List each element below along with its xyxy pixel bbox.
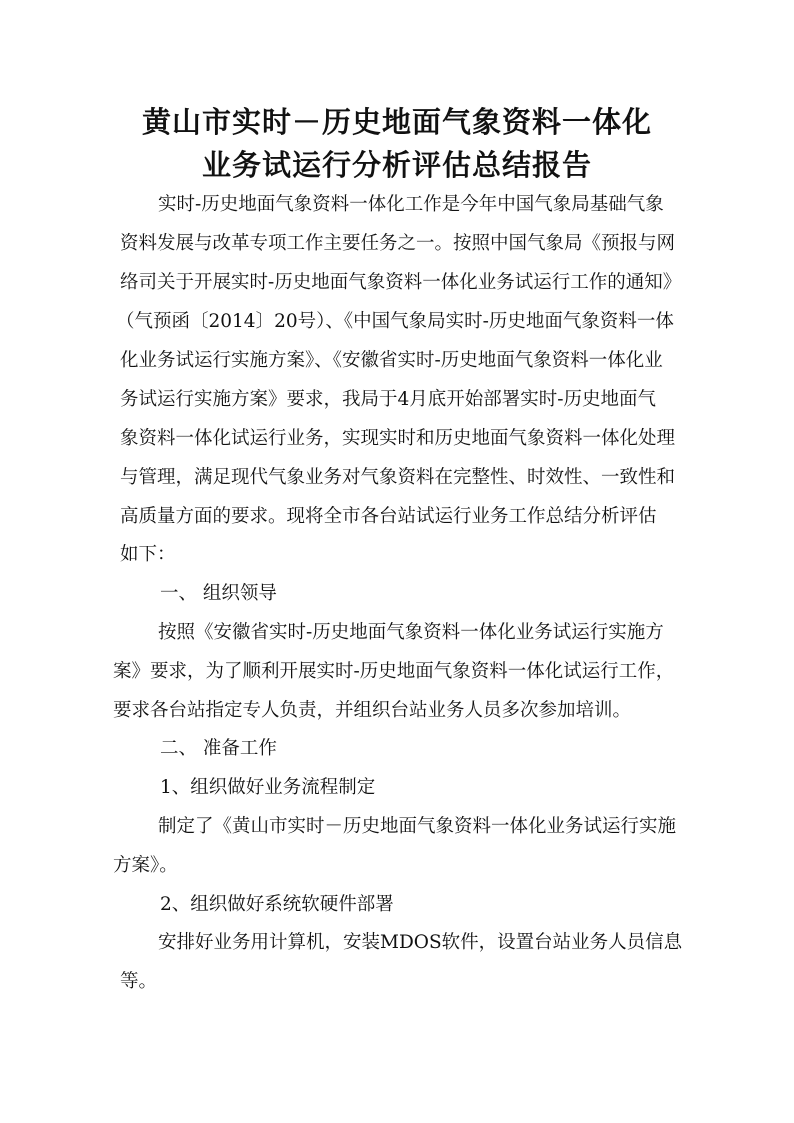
intro-line: 与管理，满足现代气象业务对气象资料在完整性、时效性、一致性和	[120, 467, 676, 488]
intro-line: 高质量方面的要求。现将全市各台站试运行业务工作总结分析评估	[120, 506, 657, 527]
intro-line: 化业务试运行实施方案》、《安徽省实时-历史地面气象资料一体化业	[120, 350, 663, 371]
section-heading-1: 一、 组织领导	[160, 583, 277, 604]
section1-line: 要求各台站指定专人负责，并组织台站业务人员多次参加培训。	[113, 700, 632, 721]
section1-line: 案》要求，为了顺利开展实时-历史地面气象资料一体化试运行工作，	[113, 661, 675, 682]
intro-line: 象资料一体化试运行业务，实现实时和历史地面气象资料一体化处理	[120, 428, 676, 449]
intro-line: 资料发展与改革专项工作主要任务之一。按照中国气象局《预报与网	[120, 233, 676, 254]
subsection-heading-2: 2、组织做好系统软硬件部署	[160, 894, 394, 915]
sub1-line: 制定了《黄山市实时－历史地面气象资料一体化业务试运行实施	[158, 816, 677, 837]
section-heading-2: 二、 准备工作	[160, 738, 277, 759]
document-title-line-1: 黄山市实时－历史地面气象资料一体化	[141, 105, 652, 139]
sub1-line: 方案》。	[113, 855, 178, 876]
intro-line: 务试运行实施方案》要求，我局于4月底开始部署实时-历史地面气	[120, 389, 657, 410]
intro-line: 如下：	[120, 544, 176, 565]
subsection-heading-1: 1、组织做好业务流程制定	[160, 777, 376, 798]
sub2-line: 等。	[120, 971, 158, 992]
intro-line: 实时-历史地面气象资料一体化工作是今年中国气象局基础气象	[158, 194, 664, 215]
section1-line: 按照《安徽省实时-历史地面气象资料一体化业务试运行实施方	[158, 622, 664, 643]
intro-line: 络司关于开展实时-历史地面气象资料一体化业务试运行工作的通知》	[120, 272, 682, 293]
document-title-line-2: 业务试运行分析评估总结报告	[201, 148, 592, 182]
sub2-line: 安排好业务用计算机，安装MDOS软件，设置台站业务人员信息	[158, 932, 683, 953]
intro-line: （气预函〔2014〕20号）、《中国气象局实时-历史地面气象资料一体	[116, 311, 674, 332]
